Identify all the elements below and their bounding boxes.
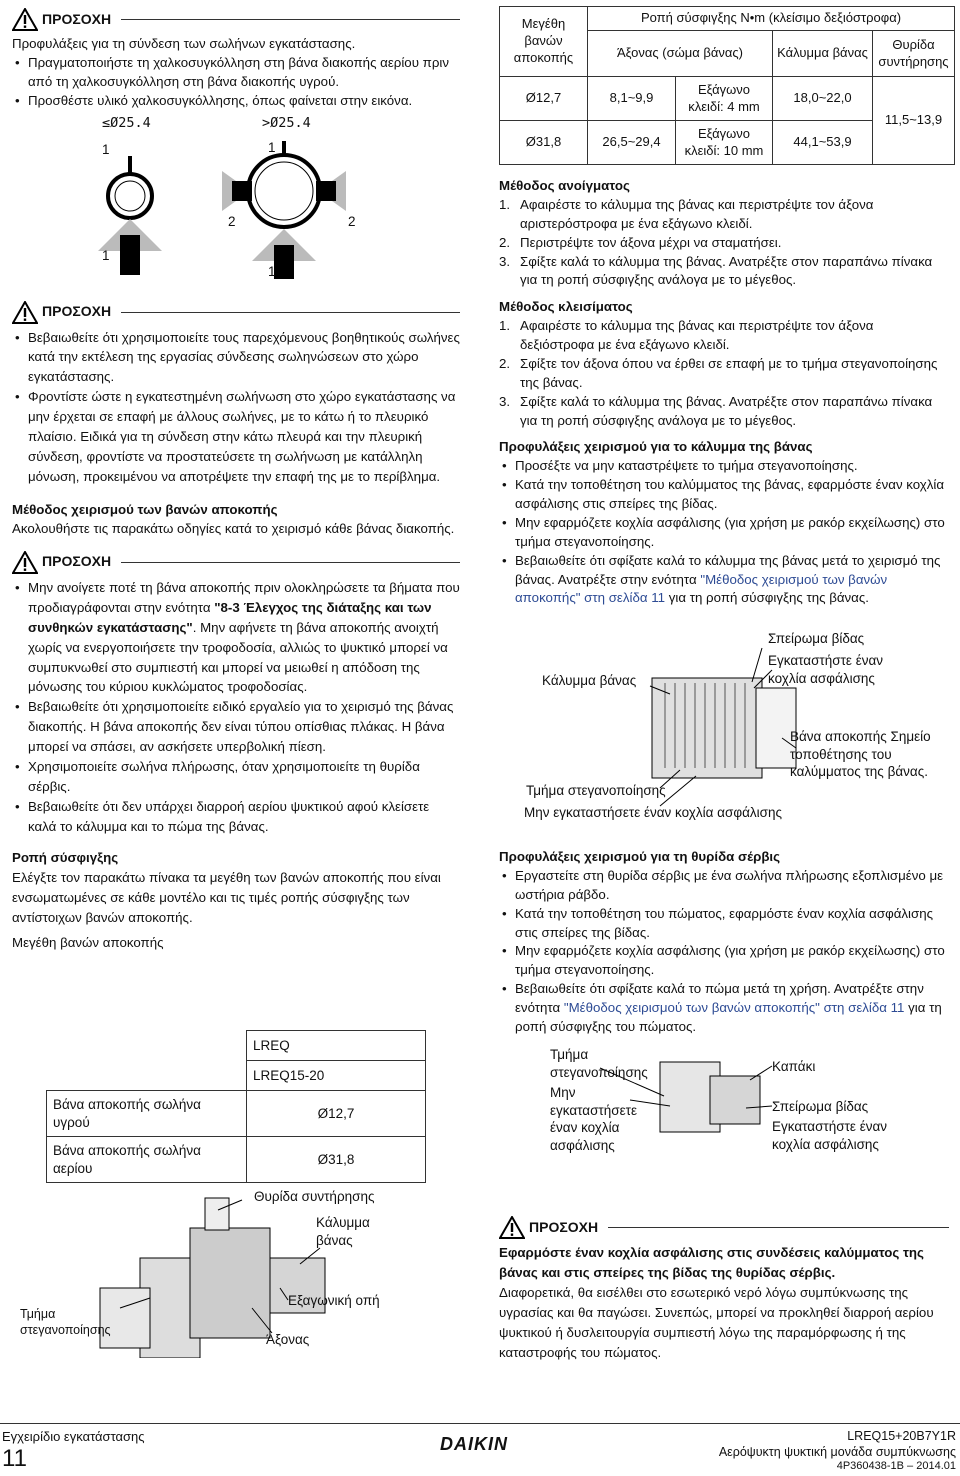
step: 1. Αφαιρέστε το κάλυμμα της βάνας και περιστρέψτε τον άξονα αριστερόστροφα με ένα εξάγωνο κλειδί. bbox=[499, 196, 874, 231]
step: 1. Αφαιρέστε το κάλυμμα της βάνας και περιστρέψτε τον άξονα δεξιόστροφα με ένα εξάγωνο κλειδί. bbox=[499, 318, 874, 352]
warning-icon bbox=[12, 301, 38, 324]
cap-label: Κάλυμμα βάνας bbox=[542, 673, 637, 688]
row-value-liquid: Ø12,7 bbox=[247, 1091, 426, 1137]
item-text: Μην ανοίγετε ποτέ τη βάνα αποκοπής πριν ολοκληρώσετε τα βήματα που προδιαγράφονται στην ενότητα bbox=[28, 579, 460, 615]
section-reference: "8-3 Έλεγχος της διάταξης και των συνθηκών εγκατάστασης" bbox=[28, 599, 432, 635]
caution-4 bbox=[499, 1214, 949, 1363]
label-1: 1 bbox=[268, 139, 276, 155]
list-item: • Προσθέστε υλικό χαλκοσυγκόλλησης, όπως φαίνεται στην εικόνα. bbox=[12, 92, 460, 111]
step-text: Σφίξτε καλά το κάλυμμα της βάνας. Ανατρέξτε στον παραπάνω πίνακα για τη ροπή σύσφιγξης ανάλογα με το μέγεθος. bbox=[520, 253, 933, 288]
list-item: • Βεβαιωθείτε ότι δεν υπάρχει διαρροή αερίου ψυκτικού αφού κλείσετε καλά το κάλυμμα και το πώμα της βάνας. bbox=[12, 797, 460, 837]
item-text: για τη ροπή σύσφιγξης του πώματος. bbox=[515, 1000, 942, 1034]
port-figure bbox=[540, 1046, 950, 1176]
col-torque: Ροπή σύσφιγξης N•m (κλείσιμο δεξιόστροφα) bbox=[588, 7, 955, 31]
caution-1-intro: Προφυλάξεις για τη σύνδεση των σωλήνων εγκατάστασης. bbox=[12, 36, 356, 51]
step: 2. Σφίξτε τον άξονα όπου να έρθει σε επαφή με το τμήμα στεγανοποίησης της βάνας. bbox=[499, 355, 938, 390]
caution-3-header bbox=[12, 551, 460, 574]
install-label: Εγκαταστήστε έναν κοχλία ασφάλισης bbox=[772, 1119, 888, 1152]
right-column-lower bbox=[499, 848, 949, 1037]
closing-heading: Μέθοδος κλεισίματος bbox=[499, 299, 633, 315]
step-text: Αφαιρέστε το κάλυμμα της βάνας και περιστρέψτε τον άξονα αριστερόστροφα με ένα εξάγωνο κλειδί. bbox=[520, 196, 874, 231]
step-text: Αφαιρέστε το κάλυμμα της βάνας και περιστρέψτε τον άξονα δεξιόστροφα με ένα εξάγωνο κλειδί. bbox=[520, 318, 874, 352]
row-shaft: 8,1~9,9 bbox=[588, 77, 676, 121]
caution-4-header bbox=[499, 1216, 949, 1239]
install-label: Εγκαταστήστε έναν κοχλία ασφάλισης bbox=[768, 653, 884, 686]
caution-3-list bbox=[12, 578, 460, 837]
section-link[interactable]: "Μέθοδος χειρισμού των βανών αποκοπής" στη σελίδα 11 bbox=[563, 1000, 905, 1015]
opening-steps bbox=[499, 196, 949, 290]
list-item: • Βεβαιωθείτε ότι χρησιμοποιείτε ειδικό εργαλείο για το χειρισμό της βάνας διακοπής. Η βάνα αποκοπής δεν είναι τύπου οπίσθιας πλάκας. Η βάνα μπορεί να σπάσει, αν ασκήσετε υπερβολική πίεση. bbox=[12, 697, 460, 757]
caution-1-title: ΠΡΟΣΟΧΗ bbox=[42, 10, 112, 27]
list-item bbox=[499, 980, 949, 1037]
no-install-label: Μην εγκαταστήσετε έναν κοχλία ασφάλισης bbox=[524, 805, 782, 820]
brazing-diagram bbox=[12, 111, 460, 283]
row-cap: 44,1~53,9 bbox=[773, 121, 873, 165]
item-text: . Μην αφήνετε τη βάνα αποκοπής ανοιχτή χωρίς να ενεργοποιήσετε την τροφοδοσία, αλλιώς το ψυκτικό μπορεί να συμπυκνωθεί στο συμπιεστή και μπορεί να μειωθεί η απόδοση της μόνωσης του κύριου κυκλώματος τροφοδοσίας. bbox=[28, 619, 448, 695]
caution-4-title: ΠΡΟΣΟΧΗ bbox=[529, 1218, 599, 1235]
label-1: 1 bbox=[102, 141, 110, 157]
header-lreq: LREQ bbox=[247, 1031, 426, 1061]
list-item: • Χρησιμοποιείτε σωλήνα πλήρωσης, όταν χρησιμοποιείτε τη θυρίδα σέρβις. bbox=[12, 757, 460, 797]
list-item: • Βεβαιωθείτε ότι χρησιμοποιείτε τους παρεχόμενους βοηθητικούς σωλήνες κατά την εκτέλεση της εργασίας σύνδεσης σωληνώσεων στο χώρο εγκατάστασης. bbox=[12, 328, 460, 388]
list-item bbox=[12, 578, 460, 698]
model-code: LREQ15+20B7Y1R bbox=[847, 1429, 956, 1443]
row-value-gas: Ø31,8 bbox=[247, 1137, 426, 1183]
thread-label: Σπείρωμα βίδας bbox=[772, 1099, 869, 1114]
doc-code: 4P360438-1B – 2014.01 bbox=[836, 1460, 956, 1472]
valve-sizes-table bbox=[46, 1030, 426, 1183]
list-item: • Προσέξτε να μην καταστρέψετε το τμήμα στεγανοποίησης. bbox=[499, 457, 949, 476]
col-shaft: Άξονας (σώμα βάνας) bbox=[588, 31, 773, 77]
cap-figure bbox=[520, 628, 950, 828]
list-item bbox=[499, 552, 949, 609]
thread-label: Σπείρωμα βίδας bbox=[768, 631, 865, 646]
valve-figure bbox=[20, 1188, 460, 1358]
row-port: 11,5~13,9 bbox=[873, 77, 955, 165]
row-size: Ø31,8 bbox=[500, 121, 588, 165]
list-item: • Μην εφαρμόζετε κοχλία ασφάλισης (για χρήση με ρακόρ εκχείλωσης) στο τμήμα στεγανοποίησης. bbox=[499, 942, 949, 980]
right-column bbox=[499, 6, 949, 608]
list-item: • Κατά την τοποθέτηση του καλύμματος της βάνας, εφαρμόστε έναν κοχλία ασφάλισης στις σπείρες της βίδας. bbox=[499, 476, 949, 514]
row-tool: Εξάγωνο κλειδί: 4 mm bbox=[676, 77, 773, 121]
torque-text: Ελέγξτε τον παρακάτω πίνακα τα μεγέθη των βανών αποκοπής που είναι ενσωματωμένες σε κάθε μοντέλο και τις τιμές ροπής σύσφιγξης των αντίστοιχων βανών αποκοπής. bbox=[12, 869, 441, 925]
seal-label: Τμήμα στεγανοποίησης bbox=[526, 783, 666, 798]
step-text: Σφίξτε καλά το κάλυμμα της βάνας. Ανατρέξτε στον παραπάνω πίνακα για τη ροπή σύσφιγξης ανάλογα με το μέγεθος. bbox=[520, 393, 933, 428]
list-item: • Πραγματοποιήστε τη χαλκοσυγκόλληση στη βάνα διακοπής αερίου πριν από τη χαλκοσυγκόλληση στη βάνα διακοπής υγρού. bbox=[12, 54, 460, 92]
caution-1-header bbox=[12, 8, 460, 31]
list-item: • Μην εφαρμόζετε κοχλία ασφάλισης (για χρήση με ρακόρ εκχείλωσης) στο τμήμα στεγανοποίησης. bbox=[499, 514, 949, 552]
handling-text: Ακολουθήστε τις παρακάτω οδηγίες κατά το χειρισμό κάθε βάνας διακοπής. bbox=[12, 520, 455, 536]
manual-title: Εγχειρίδιο εγκατάστασης bbox=[2, 1429, 145, 1444]
caution-4-text: Διαφορετικά, θα εισέλθει στο εσωτερικό νερό λόγω συμπύκνωσης της υγρασίας και θα παγώσει. Συνεπώς, μπορεί να προκληθεί διαρροή αερίου ψυκτικού ή δυσλειτουργία συμπιεστή λόγω της παραμόρφωσης ή της καταστροφής του πώματος. bbox=[499, 1284, 934, 1360]
col-cap: Κάλυμμα βάνας bbox=[773, 31, 873, 77]
col-port: Θυρίδα συντήρησης bbox=[873, 31, 955, 77]
row-size: Ø12,7 bbox=[500, 77, 588, 121]
port-precautions-heading: Προφυλάξεις χειρισμού για τη θυρίδα σέρβις bbox=[499, 849, 781, 864]
torque-table bbox=[499, 6, 955, 165]
service-port-label: Θυρίδα συντήρησης bbox=[254, 1189, 375, 1204]
left-column bbox=[12, 6, 460, 953]
seal-label: Τμήμα στεγανοποίησης bbox=[20, 1307, 111, 1338]
handling-heading: Μέθοδος χειρισμού των βανών αποκοπής bbox=[12, 502, 278, 517]
caution-2-title: ΠΡΟΣΟΧΗ bbox=[42, 303, 112, 320]
label-1: 1 bbox=[102, 247, 110, 263]
size-label-small: ≤Ø25.4 bbox=[102, 114, 151, 131]
cap-label: Κάλυμμα βάνας bbox=[316, 1215, 370, 1248]
cap-precautions-list bbox=[499, 457, 949, 608]
sizes-title: Μεγέθη βανών αποκοπής bbox=[12, 934, 164, 950]
label-2: 2 bbox=[228, 213, 236, 229]
port-precautions-list bbox=[499, 867, 949, 1037]
step-text: Περιστρέψτε τον άξονα μέχρι να σταματήσει. bbox=[520, 234, 782, 250]
caution-4-bold: Εφαρμόστε έναν κοχλία ασφάλισης στις συνδέσεις καλύμματος της βάνας και στις σπείρες της βίδας της θυρίδας σέρβις. bbox=[499, 1245, 924, 1280]
seal-label: Τμήμα στεγανοποίησης bbox=[550, 1047, 648, 1080]
no-install-label: Μην εγκαταστήσετε έναν κοχλία ασφάλισης bbox=[550, 1085, 637, 1153]
caution-3-title: ΠΡΟΣΟΧΗ bbox=[42, 553, 112, 570]
caution-2-header bbox=[12, 301, 460, 324]
list-item: • Φροντίστε ώστε η εγκατεστημένη σωλήνωση στο χώρο εγκατάστασης να μην έρχεται σε επαφή με άλλους σωλήνες, με το κάτω ή το πλευρικό πλαίσιο. Ειδικά για τη σύνδεση στην κάτω πλευρά και την πλευρική σύνδεση, φροντίστε να προστατεύσετε τη σωλήνωση με κατάλληλη μόνωση, προκειμένου να αποτρέψετε την επαφή της με το περίβλημα. bbox=[12, 387, 460, 487]
list-item: • Εργαστείτε στη θυρίδα σέρβις με ένα σωλήνα πλήρωσης εξοπλισμένο με ωστήρια ράβδο. bbox=[499, 867, 949, 905]
page-number: 11 bbox=[2, 1445, 27, 1472]
header-model: LREQ15-20 bbox=[247, 1061, 426, 1091]
size-label-large: >Ø25.4 bbox=[262, 114, 311, 131]
label-2: 2 bbox=[348, 213, 356, 229]
warning-icon bbox=[12, 551, 38, 574]
hex-label: Εξαγωνική οπή bbox=[288, 1293, 380, 1308]
step: 3. Σφίξτε καλά το κάλυμμα της βάνας. Ανατρέξτε στον παραπάνω πίνακα για τη ροπή σύσφιγξης ανάλογα με το μέγεθος. bbox=[499, 393, 933, 428]
torque-heading: Ροπή σύσφιγξης bbox=[12, 849, 119, 865]
item-text: Βεβαιωθείτε ότι σφίξατε καλά το πώμα μετά τη χρήση. Ανατρέξτε στην ενότητα bbox=[515, 981, 924, 1015]
list-item: • Κατά την τοποθέτηση του πώματος, εφαρμόστε έναν κοχλία ασφάλισης στις σπείρες της βίδας. bbox=[499, 905, 949, 943]
cap-precautions-heading: Προφυλάξεις χειρισμού για το κάλυμμα της βάνας bbox=[499, 439, 813, 455]
step-text: Σφίξτε τον άξονα όπου να έρθει σε επαφή με το τμήμα στεγανοποίησης της βάνας. bbox=[520, 355, 938, 390]
cap-label: Καπάκι bbox=[772, 1059, 816, 1074]
warning-icon bbox=[499, 1216, 525, 1239]
step: 3. Σφίξτε καλά το κάλυμμα της βάνας. Ανατρέξτε στον παραπάνω πίνακα για τη ροπή σύσφιγξης ανάλογα με το μέγεθος. bbox=[499, 253, 933, 288]
page-footer bbox=[0, 1423, 960, 1472]
empty-cell bbox=[47, 1031, 247, 1091]
caution-2-list bbox=[12, 328, 460, 488]
item-text: για τη ροπή σύσφιγξης της βάνας. bbox=[665, 590, 869, 606]
caution-1-list bbox=[12, 54, 460, 111]
row-label-gas: Βάνα αποκοπής σωλήνα αερίου bbox=[47, 1137, 247, 1183]
closing-steps bbox=[499, 317, 949, 430]
row-label-liquid: Βάνα αποκοπής σωλήνα υγρού bbox=[47, 1091, 247, 1137]
item-text: Βεβαιωθείτε ότι σφίξατε καλά το κάλυμμα της βάνας μετά το χειρισμό της βάνας. Ανατρέξτε στην ενότητα bbox=[515, 552, 941, 587]
row-tool: Εξάγωνο κλειδί: 10 mm bbox=[676, 121, 773, 165]
brazing-figure bbox=[12, 111, 460, 283]
shaft-label: Άξονας bbox=[266, 1332, 310, 1347]
label-1: 1 bbox=[268, 263, 276, 279]
warning-icon bbox=[12, 8, 38, 31]
col-size: Μεγέθη βανών αποκοπής bbox=[500, 7, 588, 77]
brand-logo: DAIKIN bbox=[440, 1434, 508, 1454]
row-cap: 18,0~22,0 bbox=[773, 77, 873, 121]
row-shaft: 26,5~29,4 bbox=[588, 121, 676, 165]
section-link[interactable]: "Μέθοδος χειρισμού των βανών αποκοπής" στη σελίδα 11 bbox=[515, 571, 888, 606]
opening-heading: Μέθοδος ανοίγματος bbox=[499, 178, 630, 193]
product-desc: Αερόψυκτη ψυκτική μονάδα συμπύκνωσης bbox=[718, 1445, 956, 1459]
valve-label: Βάνα αποκοπής Σημείο τοποθέτησης του καλύμματος της βάνας. bbox=[790, 729, 931, 780]
step: 2. Περιστρέψτε τον άξονα μέχρι να σταματήσει. bbox=[499, 234, 782, 250]
